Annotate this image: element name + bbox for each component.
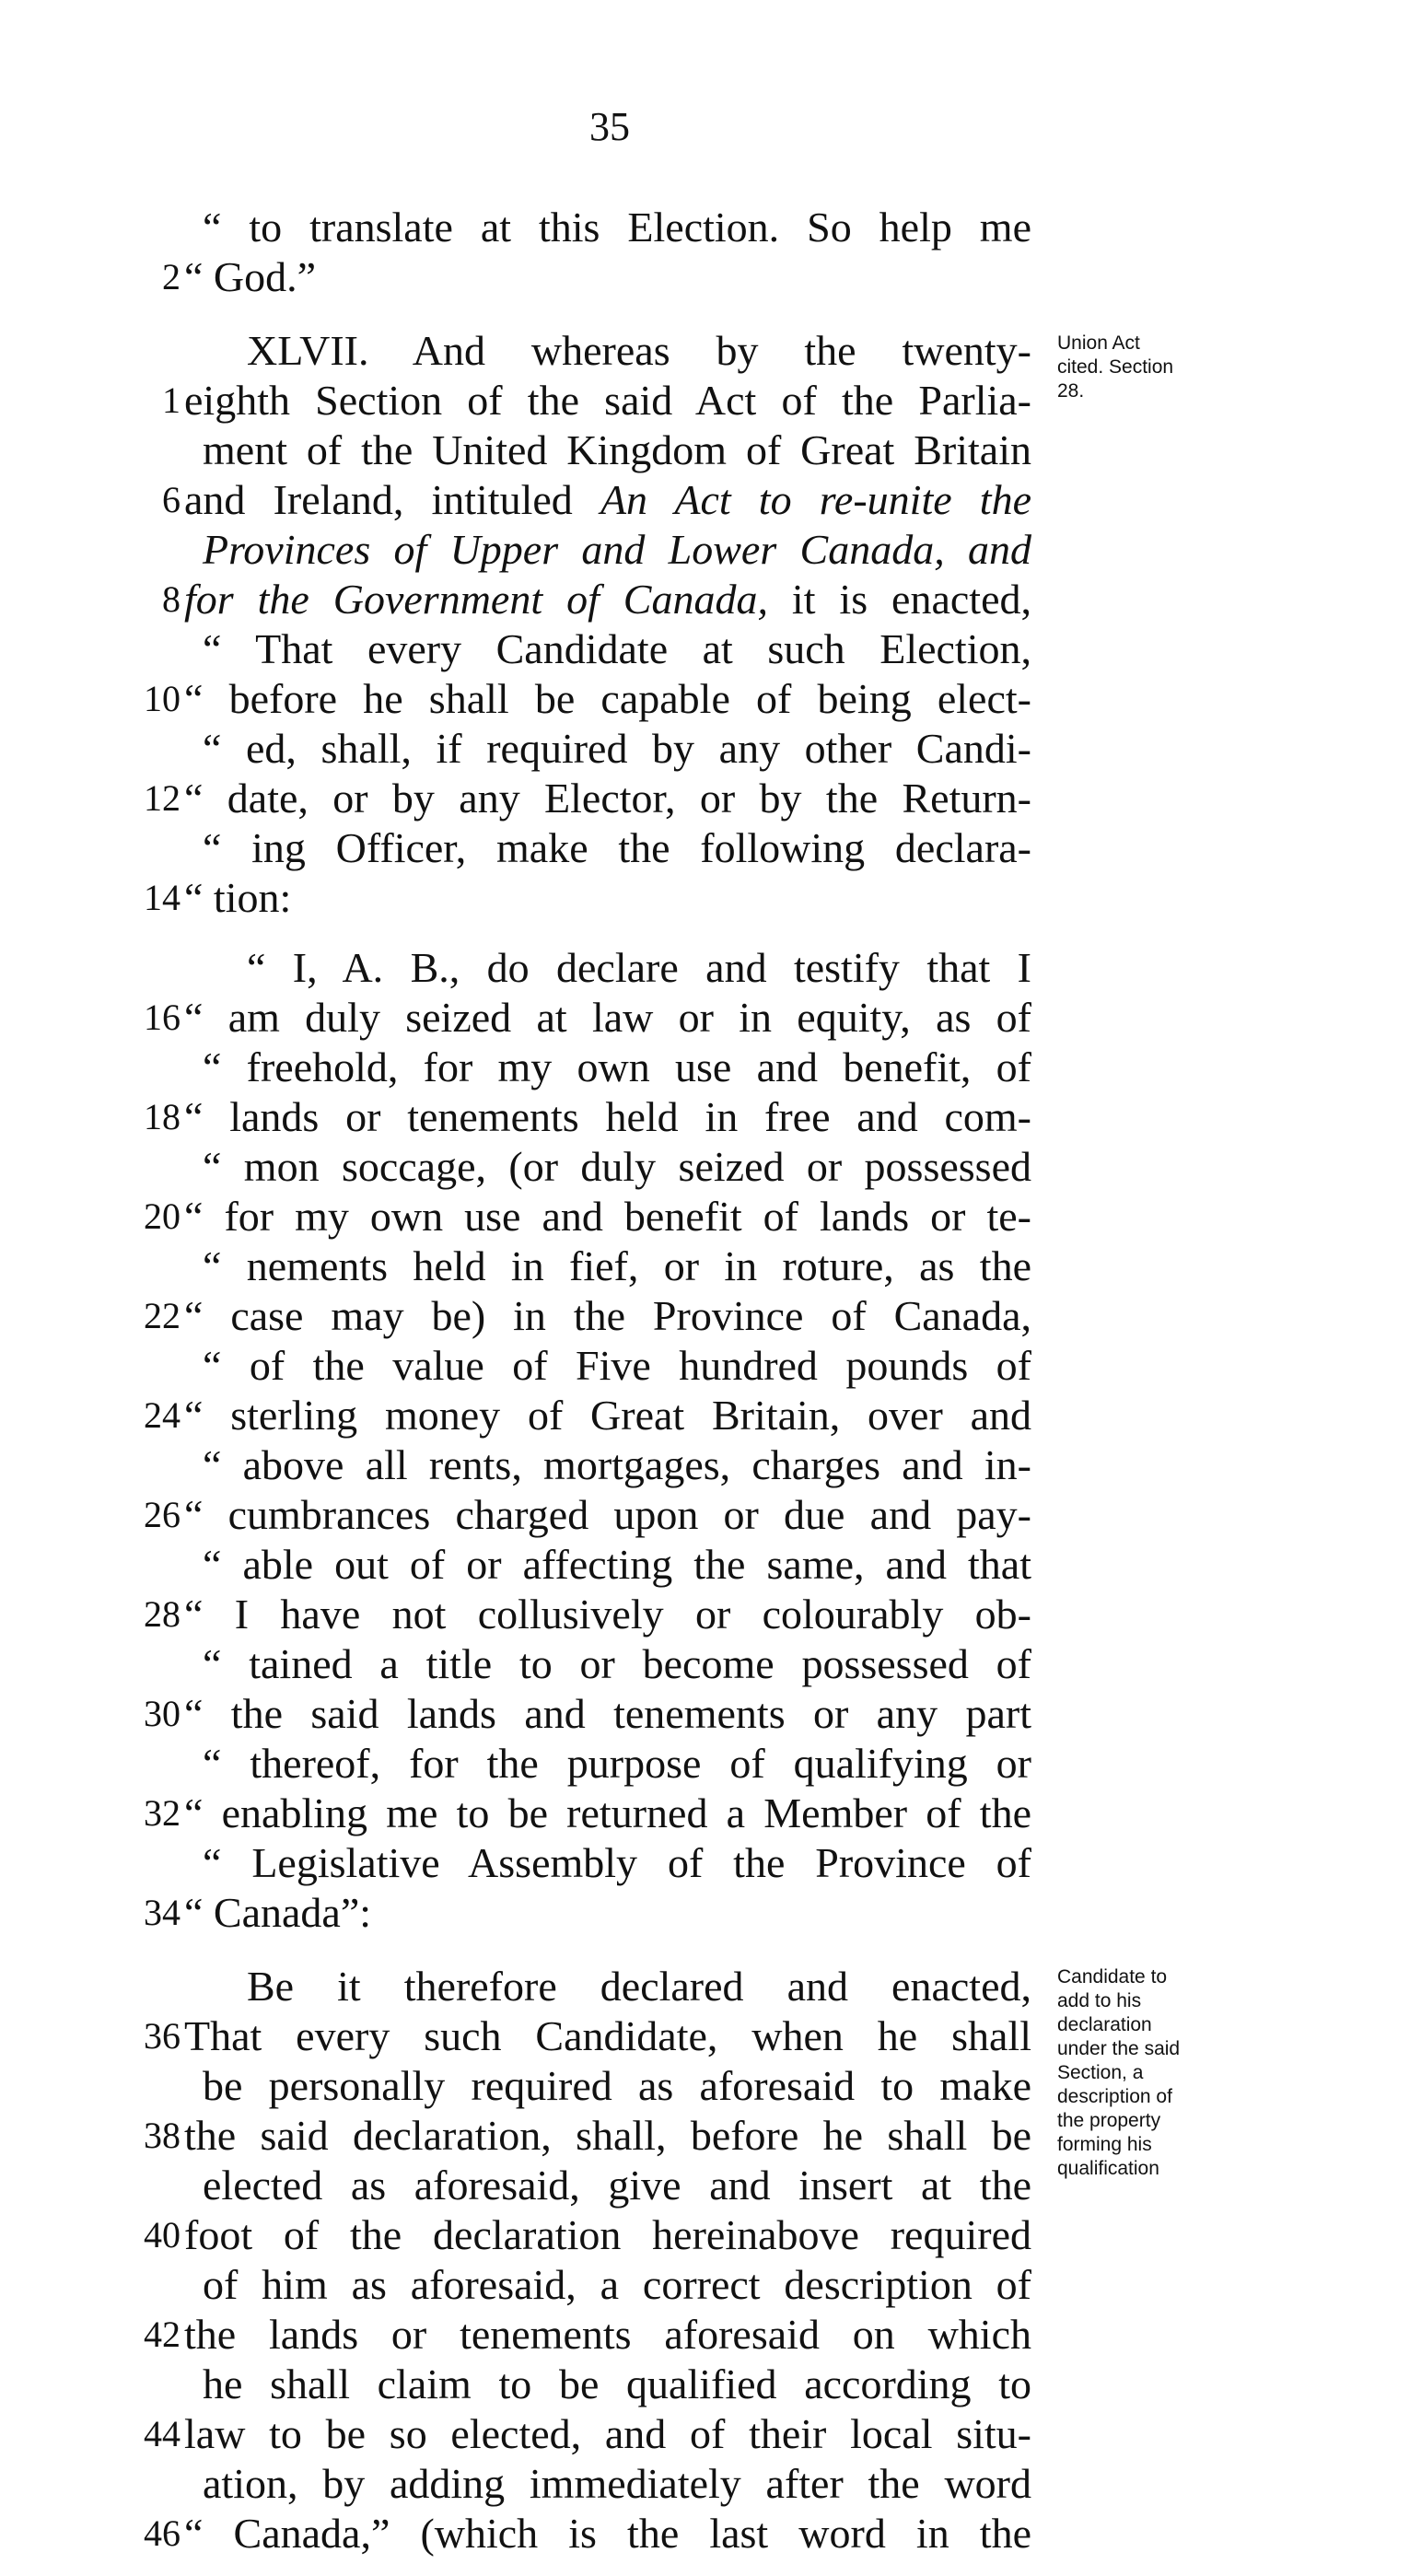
text-line: “ ing Officer, make the following declara- — [203, 824, 1031, 871]
text-line: 36 That every such Candidate, when he shall — [144, 2012, 1031, 2059]
text-line: 30 “ the said lands and tenements or any part — [144, 1690, 1031, 1737]
text-line: “ above all rents, mortgages, charges and in- — [203, 1441, 1031, 1488]
text-line: “ able out of or affecting the same, and that — [203, 1541, 1031, 1588]
text-line: “ tained a title to or become possessed of — [203, 1640, 1031, 1687]
text-line: 24 “ sterling money of Great Britain, over and — [144, 1392, 1031, 1439]
text-line: 18 “ lands or tenements held in free and com- — [144, 1093, 1031, 1140]
text-line: 22 “ case may be) in the Province of Canada, — [144, 1292, 1031, 1339]
text-line: he shall claim to be qualified according to — [203, 2360, 1031, 2407]
text-line: Be it therefore declared and enacted, — [247, 1963, 1031, 2010]
text-line: 34 “ Canada”: — [144, 1889, 372, 1936]
text-line: ation, by adding immediately after the word — [203, 2460, 1031, 2507]
text-line: 40 foot of the declaration hereinabove required — [144, 2211, 1031, 2258]
margin-note-candidate: Candidate to add to his declaration under the said Section, a description of the property forming his qualification — [1057, 1966, 1181, 2179]
text-line: 6 and Ireland, intituled An Act to re-unite the — [162, 476, 1031, 523]
text-line: “ That every Candidate at such Election, — [203, 625, 1031, 672]
text-line: 10 “ before he shall be capable of being elect- — [144, 675, 1031, 722]
text-line: ment of the United Kingdom of Great Britain — [203, 426, 1031, 473]
text-line: “ Legislative Assembly of the Province of — [203, 1839, 1031, 1886]
text-line: Provinces of Upper and Lower Canada, and — [203, 526, 1031, 573]
margin-note-union-act: Union Act cited. Section 28. — [1057, 332, 1174, 402]
text-line: “ freehold, for my own use and benefit, of — [203, 1043, 1031, 1090]
text-line: “ of the value of Five hundred pounds of — [203, 1342, 1031, 1389]
text-line: 32 “ enabling me to be returned a Member of the — [144, 1789, 1031, 1836]
text-line: 20 “ for my own use and benefit of lands or te- — [144, 1193, 1031, 1240]
text-line: be personally required as aforesaid to make — [203, 2062, 1031, 2109]
text-line: “ I, A. B., do declare and testify that I — [247, 944, 1031, 991]
text-line: elected as aforesaid, give and insert at the — [203, 2162, 1031, 2209]
text-line: 14 “ tion: — [144, 874, 292, 921]
text-line: of him as aforesaid, a correct description of — [203, 2261, 1031, 2308]
page-number: 35 — [589, 104, 630, 149]
text-line: 44 law to be so elected, and of their local situ- — [144, 2410, 1031, 2457]
text-line: “ to translate at this Election. So help me — [203, 204, 1031, 251]
text-line: 2 “ God.” — [162, 253, 317, 300]
text-line: 8 for the Government of Canada, it is enacted, — [162, 576, 1031, 623]
text-line: 16 “ am duly seized at law or in equity, as of — [144, 994, 1031, 1041]
text-line: 12 “ date, or by any Elector, or by the Return- — [144, 775, 1031, 822]
text-line: 28 “ I have not collusively or colourably ob- — [144, 1591, 1031, 1638]
text-line: “ mon soccage, (or duly seized or possessed — [203, 1143, 1031, 1190]
text-line: “ nements held in fief, or in roture, as the — [203, 1242, 1031, 1289]
text-line: XLVII. And whereas by the twenty- — [247, 327, 1031, 374]
text-line: 38 the said declaration, shall, before he shall be — [144, 2112, 1031, 2159]
text-line: 42 the lands or tenements aforesaid on which — [144, 2311, 1031, 2358]
text-line: 46 “ Canada,” (which is the last word in the — [144, 2510, 1031, 2557]
text-line: “ thereof, for the purpose of qualifying or — [203, 1740, 1031, 1787]
text-line: “ ed, shall, if required by any other Candi- — [203, 725, 1031, 772]
text-line: 26 “ cumbrances charged upon or due and pay- — [144, 1491, 1031, 1538]
text-line: 1 eighth Section of the said Act of the Parlia- — [162, 377, 1031, 424]
